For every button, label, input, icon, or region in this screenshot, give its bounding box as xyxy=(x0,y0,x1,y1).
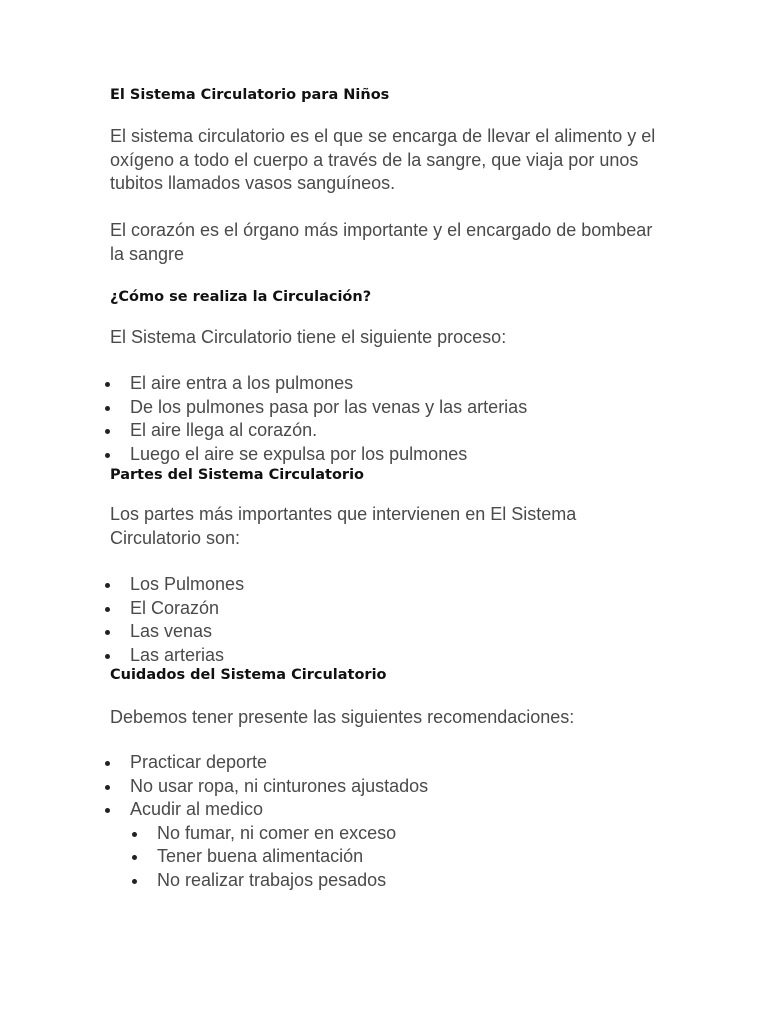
list-item: El aire llega al corazón. xyxy=(0,419,527,443)
list-item: No usar ropa, ni cinturones ajustados xyxy=(0,775,428,799)
process-intro-text: El Sistema Circulatorio tiene el siguiente proceso: xyxy=(110,327,507,347)
list-item: Practicar deporte xyxy=(0,751,428,775)
intro-paragraph-1: El sistema circulatorio es el que se encarga de llevar el alimento y el oxígeno a todo el cuerpo a través de la sangre, que viaja por unos tubitos llamados vasos sanguíneos. xyxy=(110,126,656,193)
care-list xyxy=(0,751,428,892)
parts-list xyxy=(0,573,244,667)
parts-intro-text: Los partes más importantes que intervienen en El Sistema Circulatorio son: xyxy=(110,504,577,548)
care-intro-text: Debemos tener presente las siguientes recomendaciones: xyxy=(110,707,575,727)
list-item: Los Pulmones xyxy=(0,573,244,597)
list-item: De los pulmones pasa por las venas y las arterias xyxy=(0,396,527,420)
section-heading-parts: Partes del Sistema Circulatorio xyxy=(110,467,365,483)
list-item: Luego el aire se expulsa por los pulmones xyxy=(0,443,527,467)
page-title: El Sistema Circulatorio para Niños xyxy=(110,87,390,103)
section-heading-care: Cuidados del Sistema Circulatorio xyxy=(110,667,387,683)
list-item: El aire entra a los pulmones xyxy=(0,372,527,396)
list-item: Acudir al medico xyxy=(0,798,428,822)
sub-list-item: No fumar, ni comer en exceso xyxy=(0,822,428,846)
sub-list-item: No realizar trabajos pesados xyxy=(0,869,428,893)
list-item: Las venas xyxy=(0,620,244,644)
process-list xyxy=(0,372,527,466)
sub-list-item: Tener buena alimentación xyxy=(0,845,428,869)
list-item: El Corazón xyxy=(0,597,244,621)
list-item: Las arterias xyxy=(0,644,244,668)
section-heading-process: ¿Cómo se realiza la Circulación? xyxy=(110,289,372,305)
intro-paragraph-2: El corazón es el órgano más importante y el encargado de bombear la sangre xyxy=(110,220,653,264)
